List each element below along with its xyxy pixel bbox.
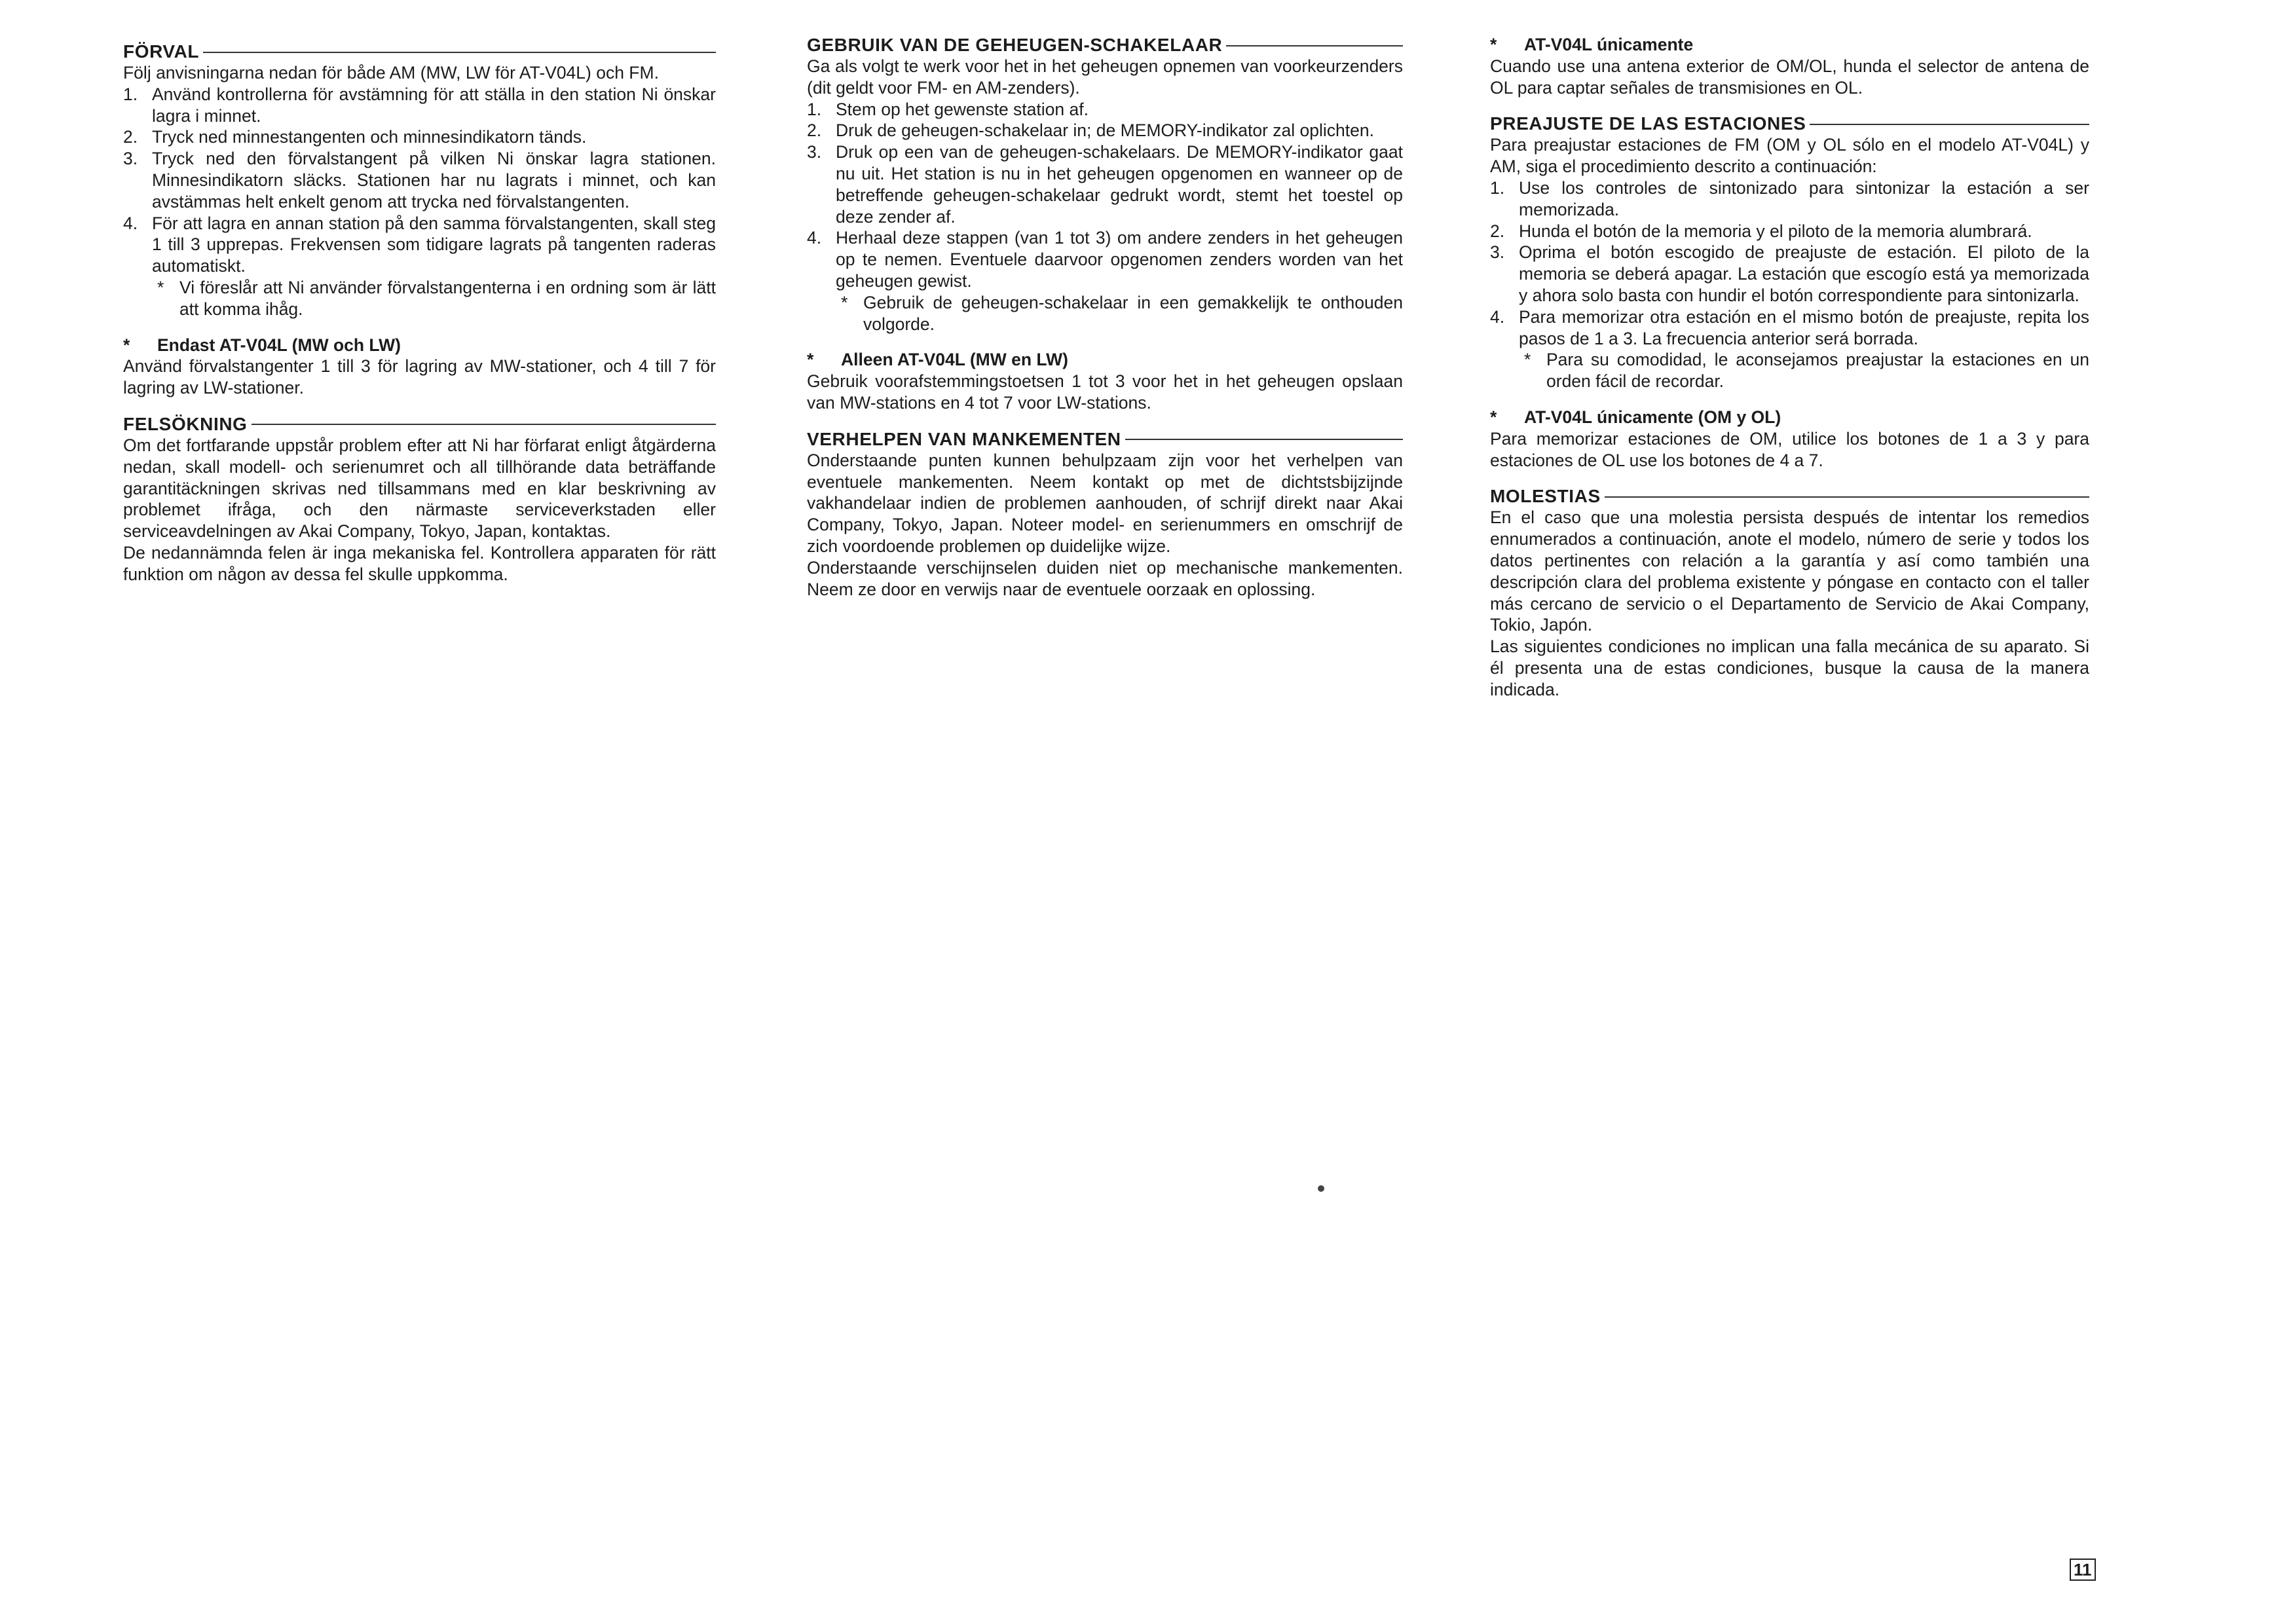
verhelpen-heading: VERHELPEN VAN MANKEMENTEN	[807, 428, 1403, 450]
list-item: 3. Oprima el botón escogido de preajuste de estación. El piloto de la memoria se deberá apagar. La estación que escogío está ya memorizada y ahora solo basta con hundir el botón correspondiente para sintonizarla.	[1490, 242, 2089, 305]
list-item: 1. Stem op het gewenste station af.	[807, 99, 1089, 119]
scan-speck	[1318, 1185, 1324, 1192]
list-item: 2. Tryck ned minnestangenten och minnesindikatorn tänds.	[123, 127, 587, 147]
list-item: 3. Druk op een van de geheugen-schakelaars. De MEMORY-indikator gaat nu uit. Het station is nu in het geheugen opgenomen en wanneer op de betreffende geheugen-schakelaar gedrukt wordt, stemt het toestel op deze zender af.	[807, 142, 1403, 227]
list-item: 2. Hunda el botón de la memoria y el piloto de la memoria alumbrará.	[1490, 221, 2032, 241]
page-number: 11	[2070, 1559, 2096, 1581]
spanish-column	[1490, 34, 2089, 701]
heading-rule	[1226, 45, 1403, 46]
preajuste-steps	[1490, 177, 2089, 349]
forval-intro: Följ anvisningarna nedan för både AM (MW, LW för AT-V04L) och FM.	[123, 63, 659, 83]
list-item: 4. För att lagra en annan station på den samma förvalstangenten, skall steg 1 till 3 upprepas. Frekvensen som tidigare lagrats på tangenten raderas automatiskt.	[123, 213, 716, 276]
list-item: 4. Herhaal deze stappen (van 1 tot 3) om andere zenders in het geheugen op te nemen. Eventuele daarvoor opgenomen zenders worden van het geheugen gewist.	[807, 228, 1403, 291]
gebruik-intro: Ga als volgt te werk voor het in het geheugen opnemen van voorkeurzenders (dit geldt voor FM- en AM-zenders).	[807, 56, 1403, 98]
dutch-column	[807, 34, 1403, 600]
endast-heading: * Endast AT-V04L (MW och LW)	[123, 335, 401, 355]
felsokning-p1: Om det fortfarande uppstår problem efter att Ni har förfarat enligt åtgärderna nedan, skall modell- och serienumret och all tillhörande data beträffande garantitäckningen skrivas ned tillsammans med en klar beskrivning av problemet ifråga, och den närmaste serviceverkstaden eller serviceavdelningen av Akai Company, Tokyo, Japan, kontaktas.	[123, 435, 716, 542]
list-item: 3. Tryck ned den förvalstangent på vilken Ni önskar lagra stationen. Minnesindikatorn släcks. Stationen har nu lagrats i minnet, och kan avstämmas helt enkelt genom att trycka ned förvalstangenten.	[123, 149, 716, 212]
forval-steps	[123, 84, 716, 277]
endast-text: Använd förvalstangenter 1 till 3 för lagring av MW-stationer, och 4 till 7 för lagring av LW-stationer.	[123, 356, 716, 398]
molestias-heading: MOLESTIAS	[1490, 485, 2089, 507]
list-item: 1. Use los controles de sintonizado para sintonizar la estación a ser memorizada.	[1490, 177, 2089, 219]
heading-rule	[203, 52, 716, 53]
preajuste-heading: PREAJUSTE DE LAS ESTACIONES	[1490, 113, 2089, 134]
list-item: 1. Använd kontrollerna för avstämning för att ställa in den station Ni önskar lagra i minnet.	[123, 84, 716, 126]
alleen-text: Gebruik voorafstemmingstoetsen 1 tot 3 voor het in het geheugen opslaan van MW-stations en 4 tot 7 voor LW-stations.	[807, 371, 1403, 413]
heading-rule	[1125, 439, 1403, 440]
forval-section	[123, 41, 716, 320]
molestias-p2: Las siguientes condiciones no implican una falla mecánica de su aparato. Si él presenta una de estas condiciones, busque la causa de la manera indicada.	[1490, 637, 2089, 699]
list-item: 2. Druk de geheugen-schakelaar in; de MEMORY-indikator zal oplichten.	[807, 120, 1374, 141]
verhelpen-p1: Onderstaande punten kunnen behulpzaam zijn voor het verhelpen van eventuele mankementen. Neem kontakt op met de dichtstsbijzijnde vakhandelaar indien de problemen aanhouden, of schrijf direkt naar Akai Company, Tokyo, Japan. Noteer model- en serienummers en omschrijf de zich voordoende problemen op duidelijke wijze.	[807, 450, 1403, 556]
felsokning-p2: De nedannämnda felen är inga mekaniska fel. Kontrollera apparaten för rätt funktion om någon av dessa fel skulle uppkomma.	[123, 542, 716, 584]
felsokning-heading: FELSÖKNING	[123, 413, 716, 435]
forval-note: * Vi föreslår att Ni använder förvalstangenterna i en ordning som är lätt att komma ihåg.	[157, 277, 716, 319]
verhelpen-p2: Onderstaande verschijnselen duiden niet op mechanische mankementen. Neem ze door en verwijs naar de eventuele oorzaak en oplossing.	[807, 557, 1403, 599]
gebruik-note: * Gebruik de geheugen-schakelaar in een gemakkelijk te onthouden volgorde.	[841, 292, 1403, 334]
list-item: 4. Para memorizar otra estación en el mismo botón de preajuste, repita los pasos de 1 a 3. La frecuencia anterior será borrada.	[1490, 306, 2089, 348]
alleen-heading: * Alleen AT-V04L (MW en LW)	[807, 350, 1068, 370]
gebruik-steps	[807, 99, 1403, 292]
forval-heading: FÖRVAL	[123, 41, 716, 62]
top-partial-text: Cuando use una antena exterior de OM/OL, hunda el selector de antena de OL para captar señales de transmisiones en OL.	[1490, 56, 2089, 98]
preajuste-intro: Para preajustar estaciones de FM (OM y OL sólo en el modelo AT-V04L) y AM, siga el procedimiento descrito a continuación:	[1490, 135, 2089, 177]
preajuste-note: * Para su comodidad, le aconsejamos preajustar la estaciones en un orden fácil de recordar.	[1524, 350, 2089, 392]
gebruik-heading: GEBRUIK VAN DE GEHEUGEN-SCHAKELAAR	[807, 34, 1403, 56]
heading-rule	[1810, 124, 2089, 125]
molestias-p1: En el caso que una molestia persista después de intentar los remedios ennumerados a continuación, anote el modelo, número de serie y todos los datos pertinentes con relación a la garantía y así como también una descripción clara del problema existente y póngase en contacto con el taller más cercano de servicio o el Departamento de Servicio de Akai Company, Tokio, Japón.	[1490, 507, 2089, 635]
heading-rule	[252, 424, 716, 425]
swedish-column	[123, 41, 716, 585]
top-partial-heading: * AT-V04L únicamente	[1490, 35, 1694, 54]
heading-rule	[1605, 496, 2089, 498]
unicamente-text: Para memorizar estaciones de OM, utilice los botones de 1 a 3 y para estaciones de OL use los botones de 4 a 7.	[1490, 428, 2089, 470]
unicamente-heading: * AT-V04L únicamente (OM y OL)	[1490, 407, 1781, 427]
